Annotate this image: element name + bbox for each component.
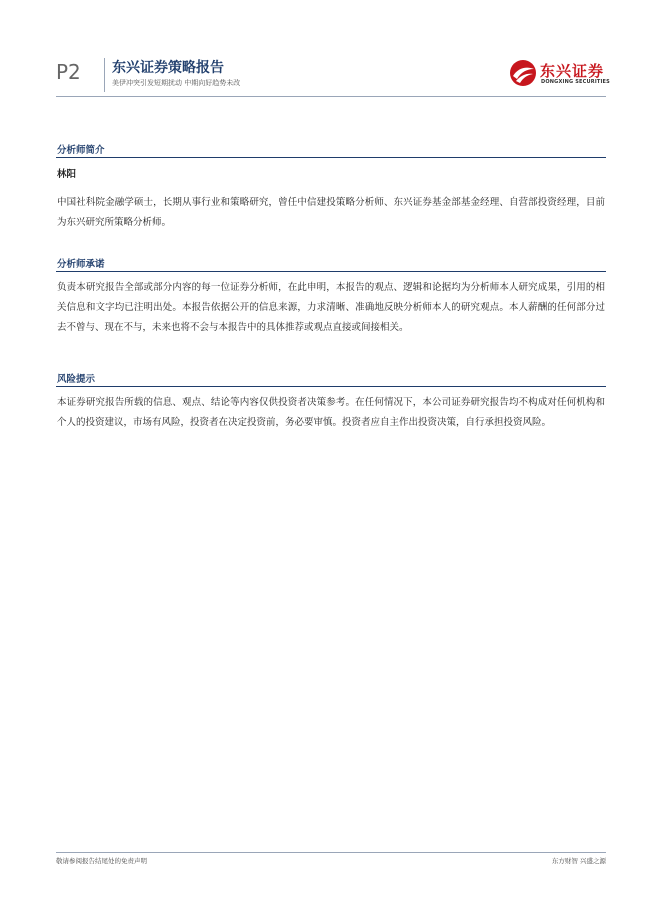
header-rule — [56, 96, 606, 97]
section-title-analyst-commitment: 分析师承诺 — [57, 259, 105, 270]
footer-slogan: 东方财智 兴盛之源 — [551, 857, 606, 865]
footer-disclaimer-note: 敬请参阅报告结尾处的免责声明 — [56, 857, 147, 865]
company-logo — [508, 58, 608, 90]
footer-rule — [56, 852, 606, 853]
analyst-commitment-text: 负责本研究报告全部或部分内容的每一位证券分析师，在此申明，本报告的观点、逻辑和论据均为分析师本人研究成果，引用的相关信息和文字均已注明出处。本报告依据公开的信息来源，力求清晰、准确地反映分析师本人的研究观点。本人薪酬的任何部分过去不曾与、现在不与，未来也将不会与本报告中的具体推荐或观点直接或间接相关。 — [57, 282, 605, 333]
risk-warning-text: 本证券研究报告所载的信息、观点、结论等内容仅供投资者决策参考。在任何情况下，本公司证券研究报告均不构成对任何机构和个人的投资建议，市场有风险，投资者在决定投资前，务必要审慎。投资者应自主作出投资决策，自行承担投资风险。 — [57, 397, 605, 428]
logo-subtext: DONGXING SECURITIES — [541, 79, 610, 85]
section-rule — [56, 157, 606, 158]
section-title-analyst-profile: 分析师简介 — [57, 145, 105, 156]
section-title-risk-warning: 风险提示 — [57, 374, 96, 385]
page-number: P2 — [56, 60, 81, 84]
report-subtitle: 美伊冲突引发短期扰动 中期向好趋势未改 — [112, 79, 241, 87]
logo-text: 东兴证券 — [540, 62, 605, 80]
page-header — [0, 0, 662, 100]
analyst-name: 林阳 — [57, 169, 77, 180]
section-rule — [56, 271, 606, 272]
logo-mark-icon — [508, 58, 538, 88]
header-divider — [104, 58, 105, 92]
report-title: 东兴证券策略报告 — [112, 60, 224, 76]
analyst-bio: 中国社科院金融学硕士，长期从事行业和策略研究，曾任中信建投策略分析师、东兴证券基金部基金经理、自营部投资经理，目前为东兴研究所策略分析师。 — [57, 197, 605, 228]
section-rule — [56, 386, 606, 387]
